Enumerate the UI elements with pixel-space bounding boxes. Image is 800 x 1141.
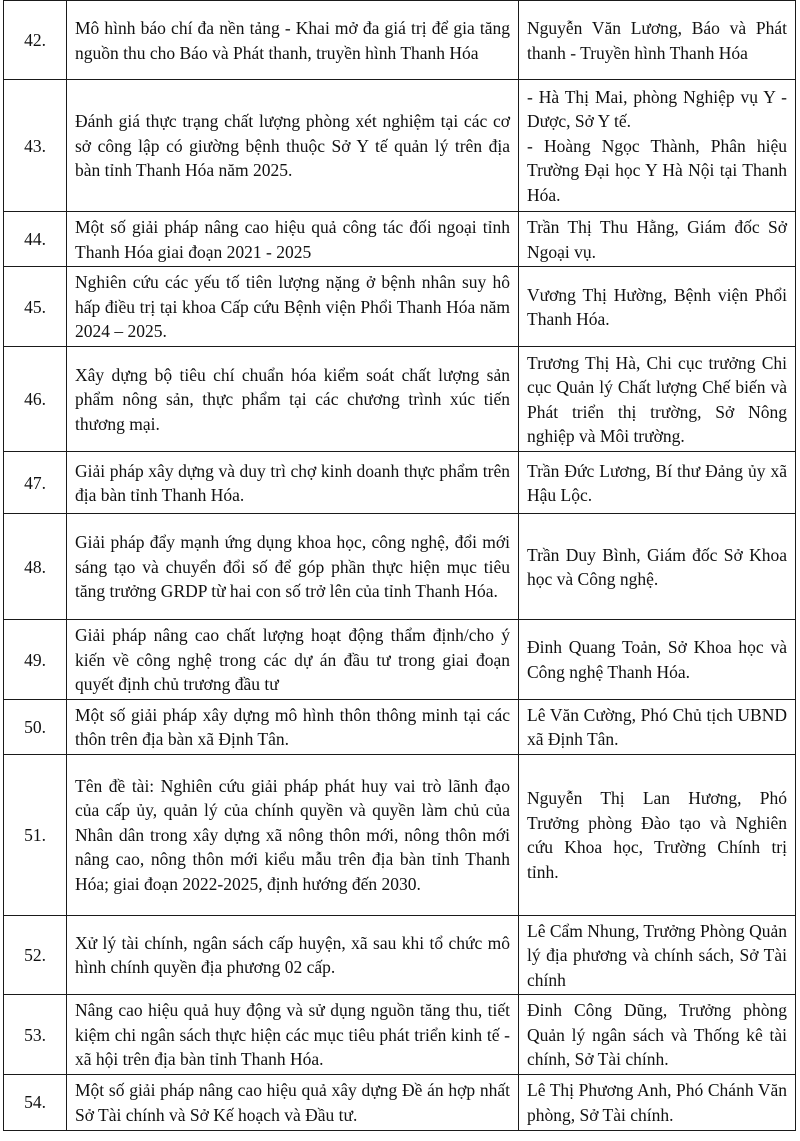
table-row [4,452,796,514]
row-number: 51. [4,754,67,915]
topic-author [519,915,796,995]
table-row [4,212,796,267]
topic-title: Một số giải pháp xây dựng mô hình thôn thông minh tại các thôn trên địa bàn xã Định Tân. [67,699,519,754]
topic-author [519,754,796,915]
table-row [4,915,796,995]
topic-title: Nâng cao hiệu quả huy động và sử dụng nguồn tăng thu, tiết kiệm chi ngân sách thực hiện các mục tiêu phát triển kinh tế - xã hội trên địa bàn tỉnh Thanh Hóa. [67,995,519,1075]
topic-author [519,267,796,347]
row-number: 43. [4,80,67,212]
author-line: Nguyễn Thị Lan Hương, Phó Trưởng phòng Đào tạo và Nghiên cứu Khoa học, Trường Chính trị tỉnh. [527,788,787,882]
topic-author [519,212,796,267]
row-number: 45. [4,267,67,347]
author-line: Vương Thị Hường, Bệnh viện Phổi Thanh Hóa. [527,284,787,329]
topic-title: Xây dựng bộ tiêu chí chuẩn hóa kiểm soát chất lượng sản phẩm nông sản, thực phẩm tại các chương trình xúc tiến thương mại. [67,347,519,452]
table-row [4,514,796,620]
author-line: - Hà Thị Mai, phòng Nghiệp vụ Y - Dược, Sở Y tế. [527,86,787,132]
author-line: Trần Đức Lương, Bí thư Đảng ủy xã Hậu Lộc. [527,460,787,505]
topic-title: Giải pháp xây dựng và duy trì chợ kinh doanh thực phẩm trên địa bàn tỉnh Thanh Hóa. [67,452,519,514]
topic-title: Mô hình báo chí đa nền tảng - Khai mở đa giá trị để gia tăng nguồn thu cho Báo và Phát thanh, truyền hình Thanh Hóa [67,1,519,80]
row-number: 47. [4,452,67,514]
row-number: 49. [4,620,67,700]
row-number: 42. [4,1,67,80]
topic-author [519,514,796,620]
topic-title: Xử lý tài chính, ngân sách cấp huyện, xã sau khi tổ chức mô hình chính quyền địa phương 02 cấp. [67,915,519,995]
topic-author [519,452,796,514]
topic-author [519,347,796,452]
table-row [4,1,796,80]
topic-title: Giải pháp đẩy mạnh ứng dụng khoa học, công nghệ, đổi mới sáng tạo và chuyển đổi số để góp phần thực hiện mục tiêu tăng trưởng GRDP từ hai con số trở lên của tỉnh Thanh Hóa. [67,514,519,620]
topic-title: Một số giải pháp nâng cao hiệu quả công tác đối ngoại tỉnh Thanh Hóa giai đoạn 2021 - 2025 [67,212,519,267]
table-row [4,80,796,212]
topic-author [519,1074,796,1130]
row-number: 53. [4,995,67,1075]
table-row [4,754,796,915]
author-line: Đinh Công Dũng, Trưởng phòng Quản lý ngân sách và Thống kê tài chính, Sở Tài chính. [527,1000,787,1069]
row-number: 44. [4,212,67,267]
author-line: Trần Thị Thu Hằng, Giám đốc Sở Ngoại vụ. [527,217,787,262]
topic-author [519,699,796,754]
topic-title: Đánh giá thực trạng chất lượng phòng xét nghiệm tại các cơ sở công lập có giường bệnh thuộc Sở Y tế quản lý trên địa bàn tỉnh Thanh Hóa năm 2025. [67,80,519,212]
topic-title: Một số giải pháp nâng cao hiệu quả xây dựng Đề án hợp nhất Sở Tài chính và Sở Kế hoạch và Đầu tư. [67,1074,519,1130]
topic-title: Tên đề tài: Nghiên cứu giải pháp phát huy vai trò lãnh đạo của cấp ủy, quản lý của chính quyền và quyền làm chủ của Nhân dân trong xây dựng xã nông thôn mới, nông thôn mới nâng cao, nông thôn mới kiểu mẫu trên địa bàn tỉnh Thanh Hóa; giai đoạn 2022-2025, định hướng đến 2030. [67,754,519,915]
table-row [4,995,796,1075]
topic-author [519,1,796,80]
author-line: Đinh Quang Toản, Sở Khoa học và Công nghệ Thanh Hóa. [527,637,787,682]
author-line: - Hoàng Ngọc Thành, Phân hiệu Trường Đại học Y Hà Nội tại Thanh Hóa. [527,135,787,205]
topic-author [519,620,796,700]
topics-table-body [4,1,796,1131]
table-row [4,267,796,347]
author-line: Trương Thị Hà, Chi cục trưởng Chi cục Quản lý Chất lượng Chế biến và Phát triển thị trường, Sở Nông nghiệp và Môi trường. [527,352,787,446]
author-line: Trần Duy Bình, Giám đốc Sở Khoa học và Công nghệ. [527,544,787,589]
author-line: Lê Thị Phương Anh, Phó Chánh Văn phòng, Sở Tài chính. [527,1080,787,1125]
table-row [4,347,796,452]
author-line: Nguyễn Văn Lương, Báo và Phát thanh - Truyền hình Thanh Hóa [527,18,787,63]
row-number: 46. [4,347,67,452]
table-row [4,699,796,754]
author-line: Lê Văn Cường, Phó Chủ tịch UBND xã Định Tân. [527,704,787,749]
topics-table [3,0,796,1131]
author-line: Lê Cẩm Nhung, Trưởng Phòng Quản lý địa phương và chính sách, Sở Tài chính [527,920,787,990]
topic-title: Nghiên cứu các yếu tố tiên lượng nặng ở bệnh nhân suy hô hấp điều trị tại khoa Cấp cứu Bệnh viện Phổi Thanh Hóa năm 2024 – 2025. [67,267,519,347]
row-number: 50. [4,699,67,754]
table-row [4,620,796,700]
topic-title: Giải pháp nâng cao chất lượng hoạt động thẩm định/cho ý kiến về công nghệ trong các dự án đầu tư trong giai đoạn quyết định chủ trương đầu tư [67,620,519,700]
row-number: 54. [4,1074,67,1130]
topic-author [519,80,796,212]
row-number: 52. [4,915,67,995]
table-row [4,1074,796,1130]
row-number: 48. [4,514,67,620]
topic-author [519,995,796,1075]
